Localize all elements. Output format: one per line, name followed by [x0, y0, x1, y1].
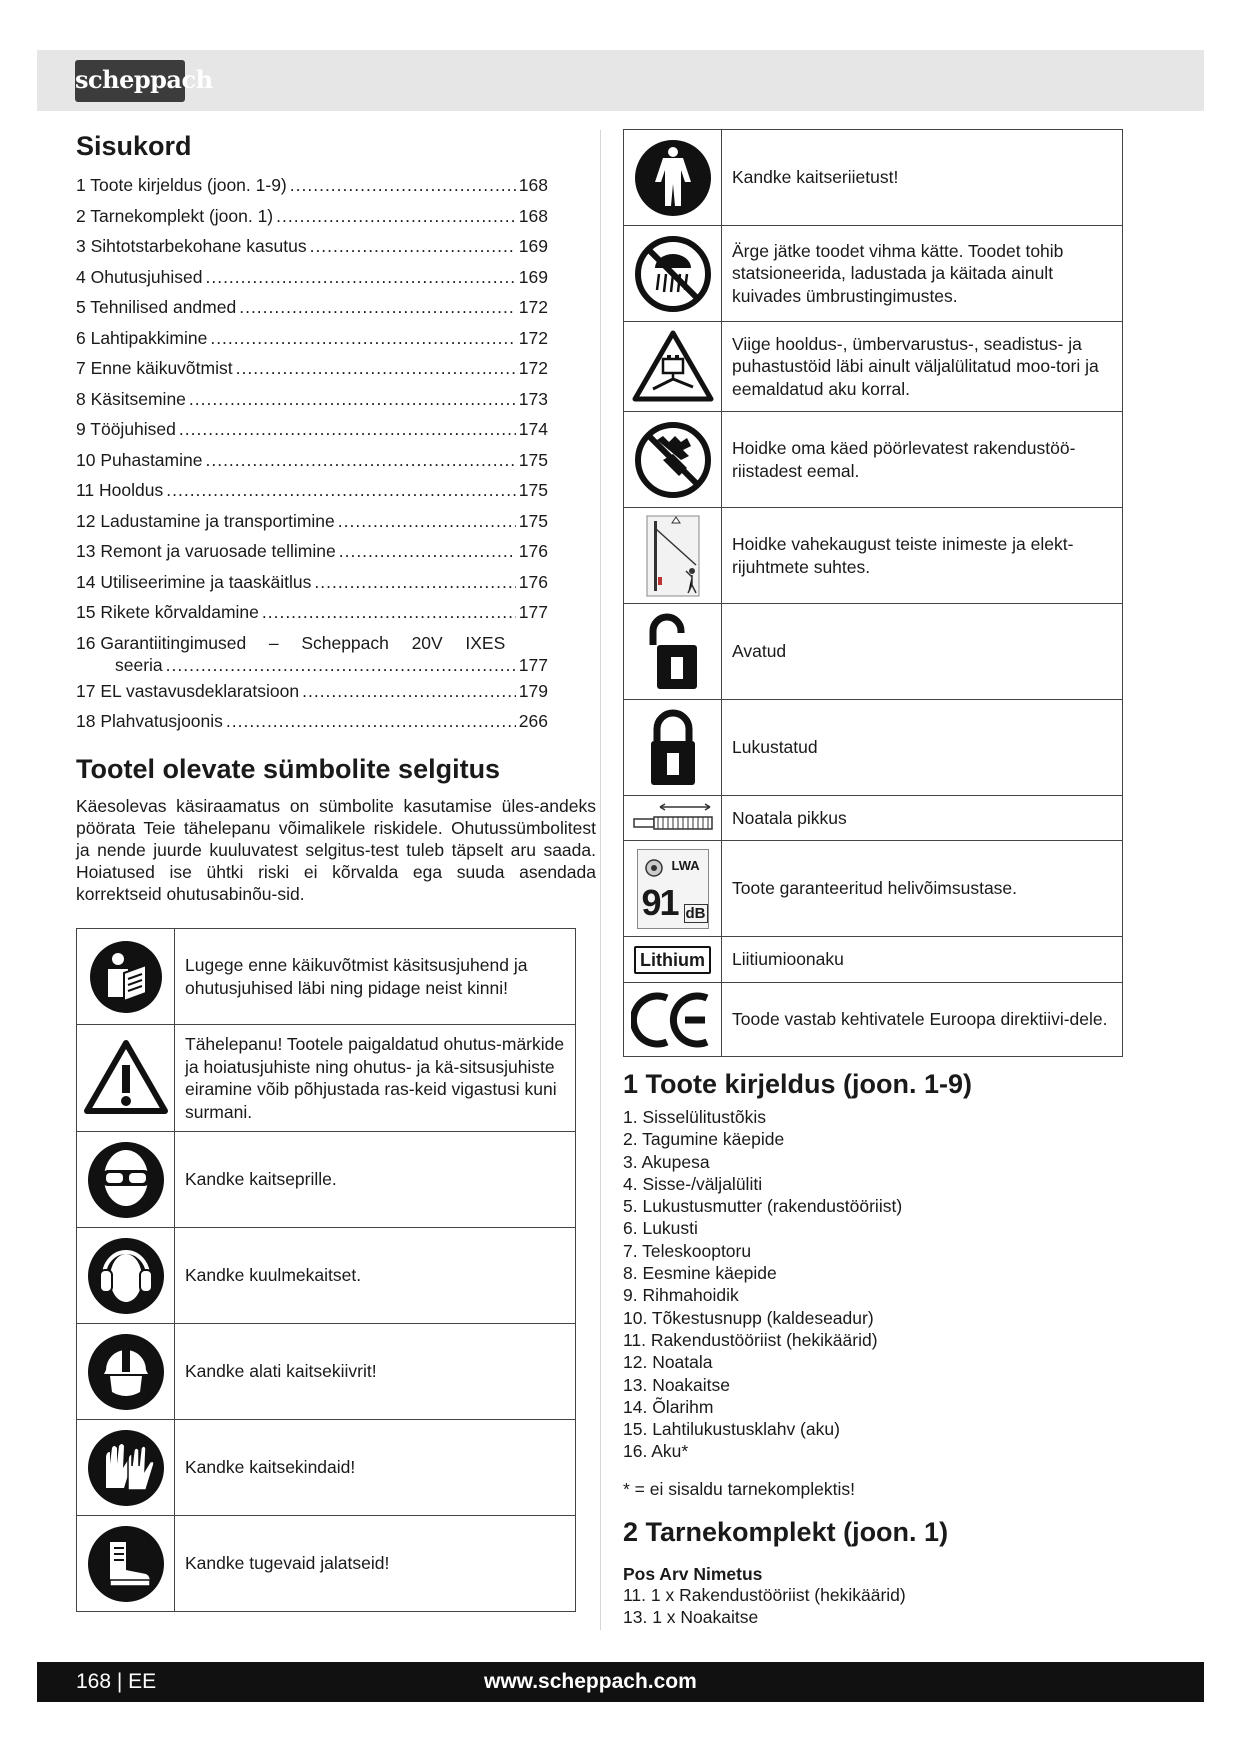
toc-leader	[290, 170, 516, 201]
footer-bar	[37, 1662, 1204, 1702]
toc-item[interactable]	[76, 475, 548, 506]
toc-item-page: 168	[518, 205, 548, 226]
toc-item[interactable]	[76, 597, 548, 628]
toc-item[interactable]	[76, 353, 548, 384]
toc-item-text: 16 Garantiitingimused	[76, 632, 247, 653]
list-item: 11. 1 x Rakendustööriist (hekikäärid)	[623, 1585, 906, 1605]
toc-item-page: 177	[518, 654, 548, 675]
symbol-row	[77, 929, 576, 1025]
list-item: 5. Lukustusmutter (rakendustööriist)	[623, 1196, 903, 1217]
toc-item-page: 168	[518, 175, 548, 195]
symbol-icon-cell	[624, 130, 722, 226]
toc-leader	[189, 384, 516, 415]
toc-item-page: 172	[518, 327, 548, 348]
toc-item-page: 175	[518, 480, 548, 500]
toc-item-text: 10 Puhastamine	[76, 449, 203, 470]
symbol-icon-cell	[77, 1228, 175, 1324]
column-divider	[600, 130, 601, 1630]
list-item: 12. Noatala	[623, 1352, 713, 1373]
list-item: 15. Lahtilukustusklahv (aku)	[623, 1419, 840, 1440]
symbol-text: Liitiumioonaku	[722, 937, 1123, 983]
left-column	[76, 128, 596, 905]
list-item: 3. Akupesa	[623, 1151, 710, 1172]
symbol-icon-cell	[77, 1516, 175, 1612]
toc-leader	[262, 597, 516, 628]
symbol-text: Kandke kaitsekindaid!	[175, 1420, 576, 1516]
toc-item[interactable]	[76, 536, 548, 567]
toc-item-page: 173	[518, 388, 548, 409]
no-rain-icon	[633, 234, 713, 314]
speaker-icon	[644, 858, 664, 878]
symbol-text: Toode vastab kehtivatele Euroopa direktiivi-dele.	[722, 983, 1123, 1057]
toc-item-page: 172	[518, 297, 548, 317]
toc-item-text: 1 Toote kirjeldus (joon. 1-9)	[76, 175, 287, 195]
symbol-row	[77, 1132, 576, 1228]
toc-item-text: 6 Lahtipakkimine	[76, 327, 208, 348]
toc-item-text: 8 Käsitsemine	[76, 388, 186, 409]
list-item: 7. Teleskooptoru	[623, 1240, 752, 1261]
list-item: 2. Tagumine käepide	[623, 1129, 785, 1150]
toc-leader	[310, 231, 516, 262]
toc-item[interactable]	[76, 506, 548, 537]
symbol-icon-cell	[77, 1025, 175, 1132]
toc-leader	[239, 292, 516, 323]
toc-leader	[179, 414, 516, 445]
toc-item-page: 169	[518, 266, 548, 287]
symbol-text: Lugege enne käikuvõtmist käsitsusjuhend ja ohutusjuhised läbi ning pidage neist kinni!	[175, 929, 576, 1025]
symbol-row	[77, 1516, 576, 1612]
delivery-table-header: Pos Arv Nimetus	[623, 1564, 763, 1584]
toc-leader	[236, 353, 516, 384]
list-item: 9. Rihmahoidik	[623, 1285, 739, 1306]
symbol-text: Kandke kaitseriietust!	[722, 130, 1123, 226]
symbol-row	[624, 130, 1123, 226]
blade-length-icon	[630, 801, 716, 835]
toc-leader	[210, 323, 515, 354]
toc-item-text: 12 Ladustamine ja transportimine	[76, 510, 335, 531]
scheppach-logo: scheppach	[75, 60, 185, 102]
toc-item-text: 3 Sihtotstarbekohane kasutus	[76, 236, 307, 256]
locked-padlock-icon	[647, 707, 699, 789]
toc-leader	[339, 536, 516, 567]
symbol-row	[77, 1324, 576, 1420]
symbol-text: Hoidke oma käed pöörlevatest rakendustöö-riistadest eemal.	[722, 412, 1123, 508]
symbol-row	[624, 412, 1123, 508]
list-item: 16. Aku*	[623, 1441, 689, 1462]
toc-item-text: 2 Tarnekomplekt (joon. 1)	[76, 205, 274, 226]
scope-note: * = ei sisaldu tarnekomplektis!	[623, 1479, 855, 1499]
symbol-row	[624, 796, 1123, 841]
list-item: 11. Rakendustööriist (hekikäärid)	[623, 1329, 878, 1350]
toc-item-text: 13 Remont ja varuosade tellimine	[76, 541, 336, 561]
symbol-icon-cell	[77, 929, 175, 1025]
symbol-icon-cell	[624, 937, 722, 983]
toc-item[interactable]	[76, 676, 548, 707]
symbol-text: Noatala pikkus	[722, 796, 1123, 841]
toc-leader	[166, 654, 516, 676]
toc-item-page: 177	[518, 602, 548, 622]
symbol-icon-cell	[624, 412, 722, 508]
symbol-text: Lukustatud	[722, 700, 1123, 796]
symbol-text: Kandke kaitseprille.	[175, 1132, 576, 1228]
symbol-text: Avatud	[722, 604, 1123, 700]
toc-item-page: 179	[518, 680, 548, 701]
toc-item[interactable]	[76, 201, 548, 232]
lwa-label: LWA	[671, 857, 700, 873]
unlocked-padlock-icon	[643, 611, 703, 693]
toc-item-page: 266	[518, 711, 548, 731]
symbol-text: Kandke tugevaid jalatseid!	[175, 1516, 576, 1612]
warning-triangle-icon	[83, 1039, 169, 1117]
symbol-row	[77, 1025, 576, 1132]
toc-item-brand: Scheppach	[301, 632, 389, 653]
toc-item[interactable]	[76, 262, 548, 293]
toc-leader	[166, 475, 516, 506]
toc-item-text: 18 Plahvatusjoonis	[76, 711, 223, 731]
symbol-row	[624, 841, 1123, 937]
toc-leader	[226, 706, 516, 737]
lwa-value: 91	[641, 881, 678, 923]
list-item: 13. Noakaitse	[623, 1374, 731, 1395]
symbol-icon-cell	[624, 841, 722, 937]
toc-item[interactable]	[76, 445, 548, 476]
safety-goggles-icon	[86, 1140, 166, 1220]
toc-item-text: 14 Utiliseerimine ja taaskäitlus	[76, 571, 312, 592]
symbols-section-title: Tootel olevate sümbolite selgitus	[76, 753, 501, 784]
symbol-row	[624, 604, 1123, 700]
symbol-icon-cell	[624, 983, 722, 1057]
symbol-row	[77, 1228, 576, 1324]
list-item: 1. Sisselülitustõkis	[623, 1107, 766, 1127]
toc-item-page: 169	[518, 236, 548, 256]
read-manual-icon	[88, 939, 164, 1015]
list-item: 14. Õlarihm	[623, 1396, 714, 1417]
product-description-title: 1 Toote kirjeldus (joon. 1-9)	[623, 1069, 973, 1099]
list-item: 6. Lukusti	[623, 1218, 698, 1239]
toc-item-model: 20V	[411, 632, 443, 653]
lithium-battery-icon: Lithium	[634, 946, 711, 974]
list-item: 8. Eesmine käepide	[623, 1263, 777, 1284]
toc-item-page: 174	[518, 419, 548, 439]
toc-item-text: 9 Tööjuhised	[76, 419, 176, 439]
symbols-table-left	[76, 928, 576, 1612]
toc-item-text: 5 Tehnilised andmed	[76, 297, 237, 317]
symbol-icon-cell	[624, 226, 722, 322]
toc-item-page: 175	[518, 510, 548, 531]
toc-leader	[205, 262, 515, 293]
no-hands-icon	[633, 420, 713, 500]
toc-title: Sisukord	[76, 131, 192, 161]
header-bar	[37, 50, 1204, 111]
lwa-unit: dB	[685, 904, 706, 922]
toc-item[interactable]	[76, 706, 548, 737]
symbol-icon-cell	[77, 1324, 175, 1420]
symbol-row	[624, 983, 1123, 1057]
toc-item-text: seeria	[115, 654, 163, 675]
toc-leader	[205, 445, 515, 476]
toc-item-page: 176	[518, 571, 548, 592]
website-link[interactable]: www.scheppach.com	[484, 1670, 697, 1693]
toc-item-text: 7 Enne käikuvõtmist	[76, 358, 233, 378]
symbol-icon-cell	[77, 1420, 175, 1516]
symbol-row	[624, 937, 1123, 983]
toc-item-text: 15 Rikete kõrvaldamine	[76, 602, 259, 622]
safety-boots-icon	[86, 1524, 166, 1604]
symbol-icon-cell	[624, 796, 722, 841]
toc-item-dash: –	[268, 632, 279, 653]
parts-list	[623, 1106, 902, 1463]
toc-item-page: 175	[518, 449, 548, 470]
toc-item[interactable]	[76, 292, 548, 323]
symbol-row	[624, 322, 1123, 412]
toc-item-text: 4 Ohutusjuhised	[76, 266, 203, 287]
symbols-intro: Käesolevas käsiraamatus on sümbolite kasutamise üles-andeks pöörata Teie tähelepanu võimalikele riskidele. Ohutussümbolitest ja nende juurde kuuluvatest selgitus-test tuleb täpselt aru saada. Hoiatused ise ühtki riski ei kõrvalda ega suuda asendada korrektseid ohutusabinõu-sid.	[76, 795, 596, 904]
symbol-row	[624, 508, 1123, 604]
list-item: 4. Sisse-/väljalüliti	[623, 1173, 763, 1194]
protective-clothing-icon	[633, 138, 713, 218]
symbol-icon-cell	[624, 508, 722, 604]
page-number: 168 | EE	[76, 1670, 157, 1693]
toc-item-page: 176	[518, 541, 548, 561]
toc-leader	[276, 201, 516, 232]
symbol-icon-cell	[77, 1132, 175, 1228]
power-line-distance-icon	[646, 515, 700, 597]
toc-leader	[338, 506, 516, 537]
toc-item-series: IXES	[465, 632, 506, 653]
symbol-text: Kandke alati kaitsekiivrit!	[175, 1324, 576, 1420]
toc-item[interactable]	[76, 170, 548, 201]
symbol-text: Tähelepanu! Tootele paigaldatud ohutus-märkide ja hoiatusjuhiste ning ohutus- ja kä-sitsusjuhiste eiramine võib põhjustada ras-keid vigastusi kuni surmani.	[175, 1025, 576, 1132]
sound-power-level-icon	[637, 849, 709, 929]
ear-protection-icon	[86, 1236, 166, 1316]
toc-item[interactable]	[76, 628, 548, 676]
ce-mark-icon	[631, 990, 715, 1050]
list-item: 10. Tõkestusnupp (kaldeseadur)	[623, 1307, 874, 1328]
symbol-icon-cell	[624, 322, 722, 412]
symbol-text: Kandke kuulmekaitset.	[175, 1228, 576, 1324]
safety-helmet-icon	[86, 1332, 166, 1412]
toc-item[interactable]	[76, 231, 548, 262]
toc-item[interactable]	[76, 384, 548, 415]
symbol-row	[77, 1420, 576, 1516]
toc-item[interactable]	[76, 567, 548, 598]
symbol-icon-cell	[624, 700, 722, 796]
symbol-row	[624, 226, 1123, 322]
toc-item[interactable]	[76, 414, 548, 445]
list-item: 13. 1 x Noakaitse	[623, 1607, 759, 1628]
protective-gloves-icon	[86, 1428, 166, 1508]
delivery-list	[623, 1584, 906, 1629]
symbol-text: Ärge jätke toodet vihma kätte. Toodet tohib statsioneerida, ladustada ja käitada ainult kuivades ümbrustingimustes.	[722, 226, 1123, 322]
symbol-icon-cell	[624, 604, 722, 700]
toc-item-text: 17 EL vastavusdeklaratsioon	[76, 680, 300, 701]
toc-item-text: 11 Hooldus	[76, 480, 164, 500]
table-of-contents	[76, 170, 596, 737]
symbol-text: Viige hooldus-, ümbervarustus-, seadistus- ja puhastustöid läbi ainult väljalülitatud moo-tori ja eemaldatud aku korral.	[722, 322, 1123, 412]
toc-item[interactable]	[76, 323, 548, 354]
symbols-table-right	[623, 129, 1123, 1057]
toc-leader	[302, 676, 516, 707]
toc-item-page: 172	[518, 358, 548, 378]
symbol-row	[624, 700, 1123, 796]
symbol-text: Toote garanteeritud helivõimsustase.	[722, 841, 1123, 937]
symbol-text: Hoidke vahekaugust teiste inimeste ja elekt-rijuhtmete suhtes.	[722, 508, 1123, 604]
delivery-title: 2 Tarnekomplekt (joon. 1)	[623, 1517, 949, 1547]
toc-leader	[314, 567, 515, 598]
battery-removal-warning-icon	[631, 329, 715, 405]
